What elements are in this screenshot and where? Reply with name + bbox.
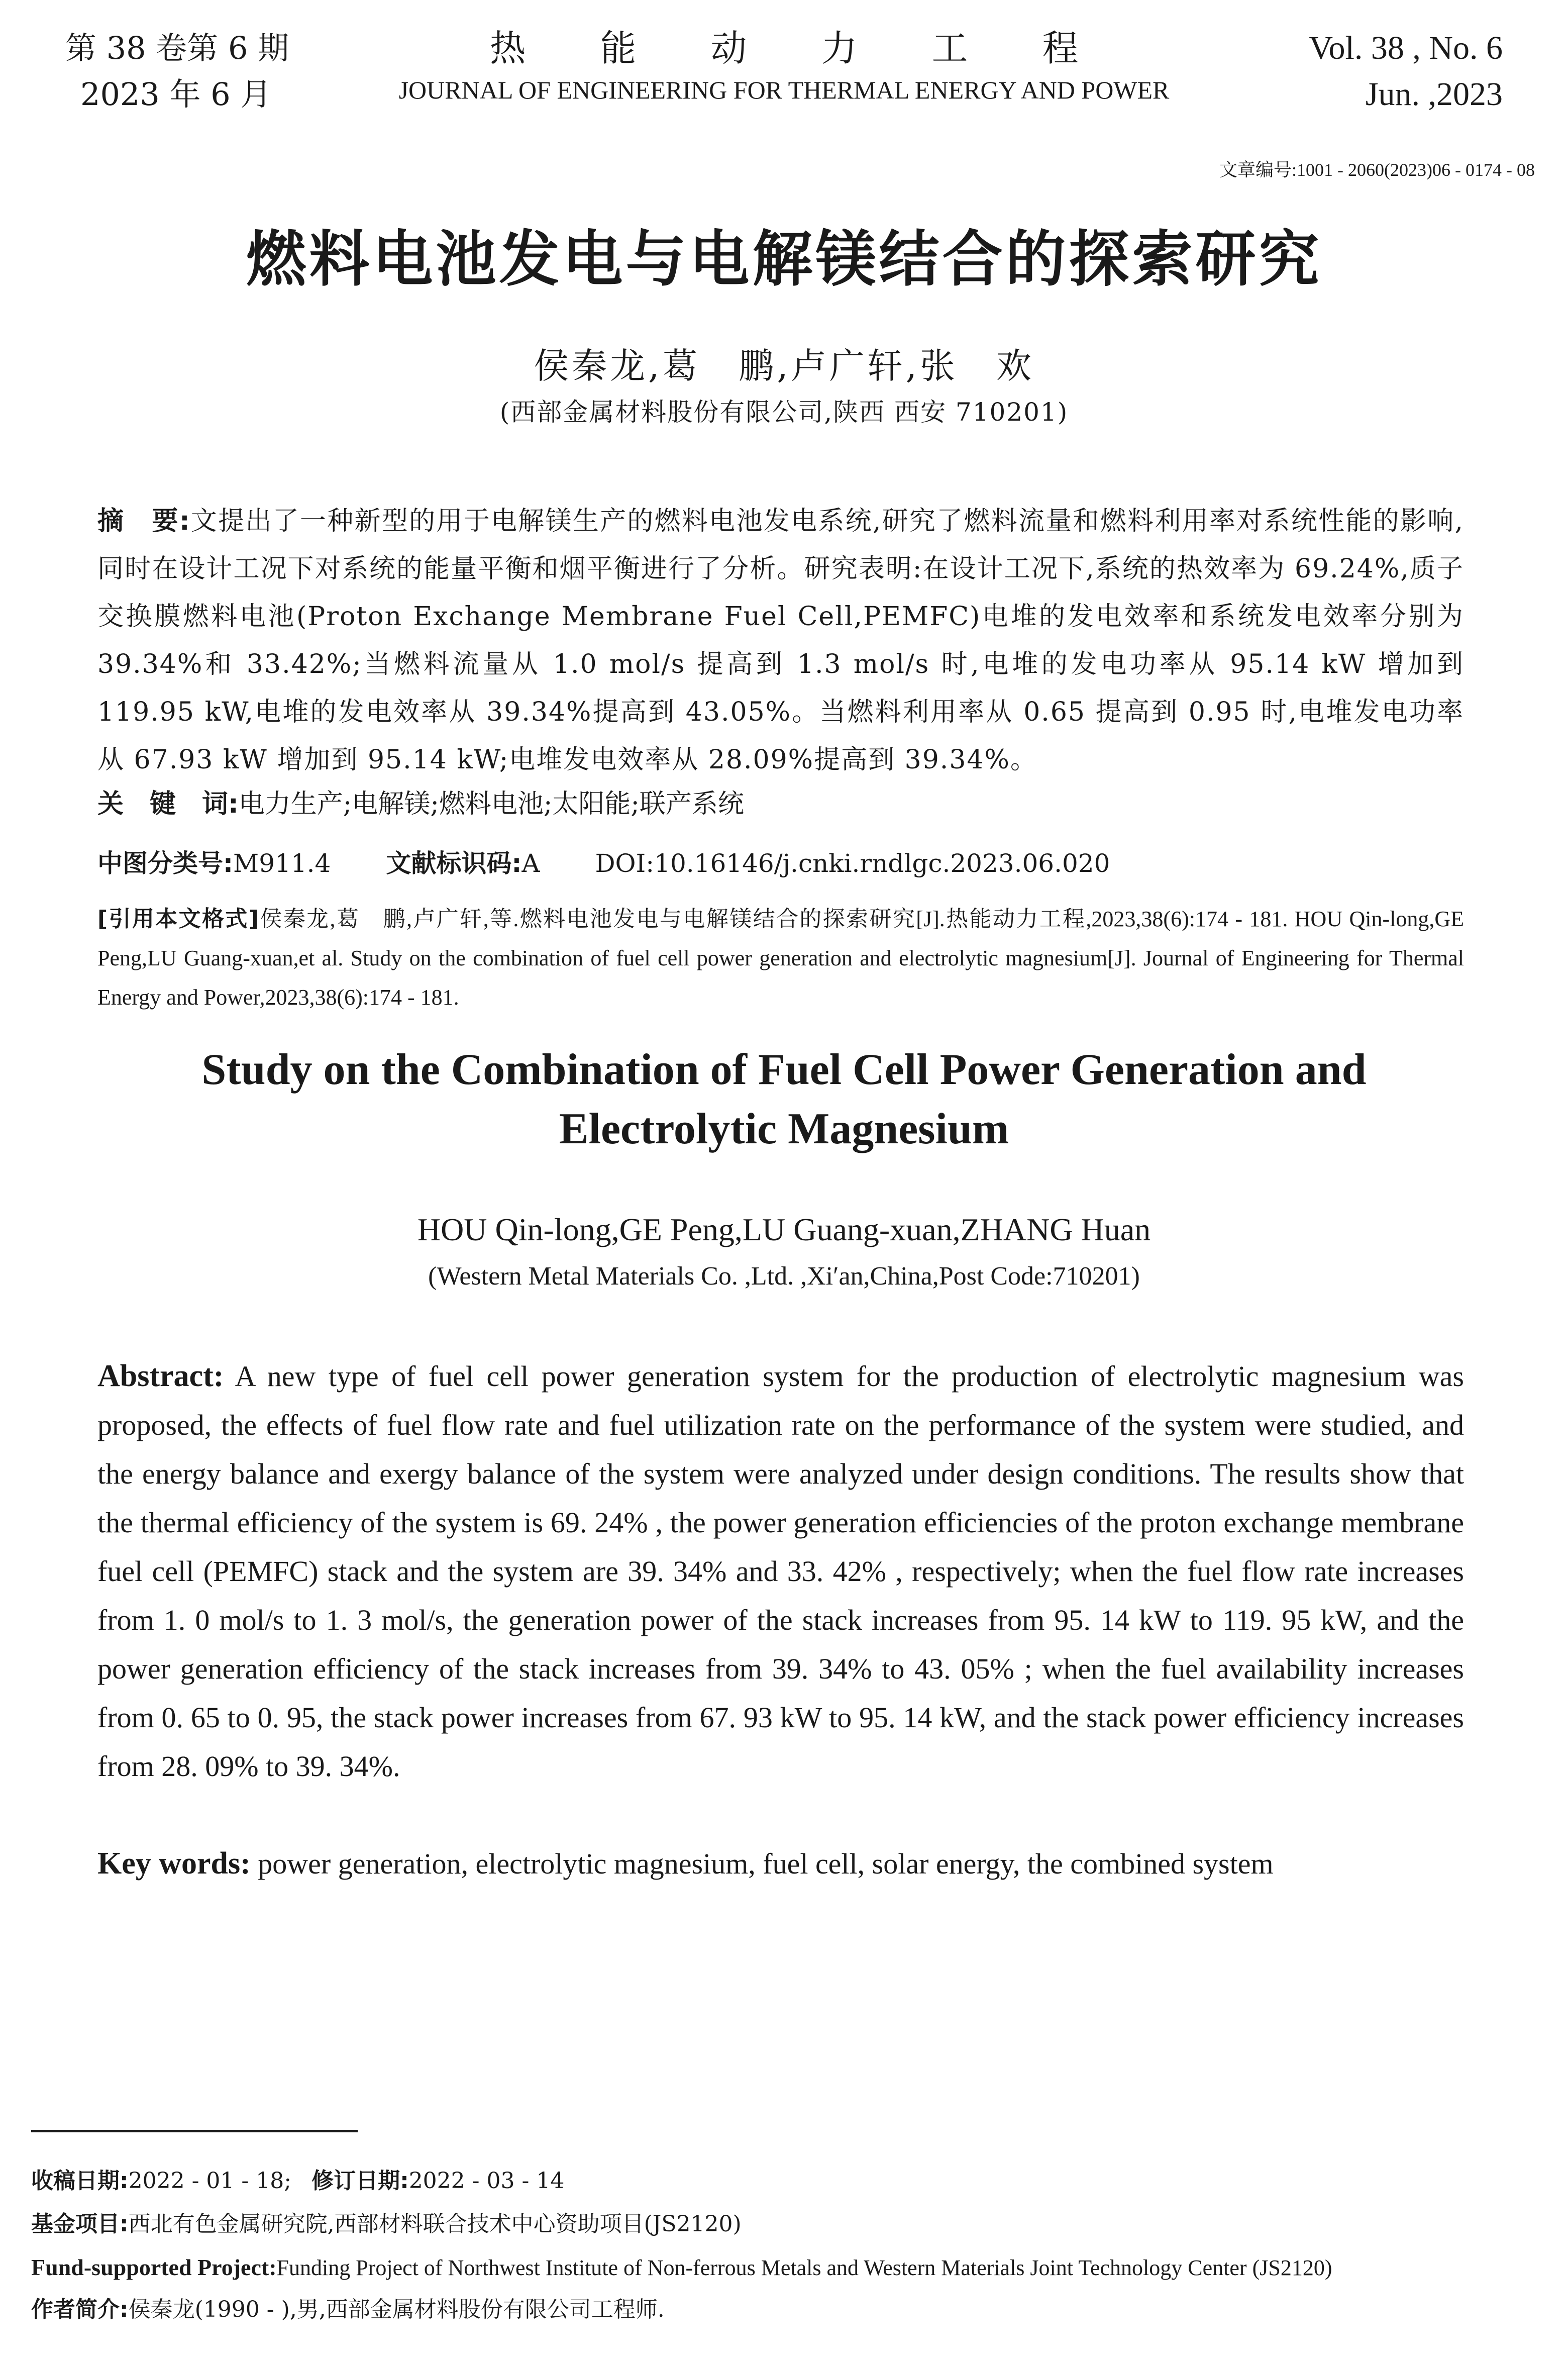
article-number: 文章编号:1001 - 2060(2023)06 - 0174 - 08 (1219, 160, 1535, 180)
citation (97, 900, 1464, 1017)
keywords-en (97, 1839, 1464, 1888)
author-bio-label: 作者简介: (31, 2297, 129, 2322)
fund-cn-value: 西北有色金属研究院,西部材料联合技术中心资助项目(JS2120) (128, 2211, 742, 2237)
header-date-cn: 2023 年 6 月 (80, 76, 272, 113)
page-title-en (0, 1040, 1568, 1159)
received-label: 收稿日期: (31, 2168, 129, 2194)
doc-code-label: 文献标识码: (386, 849, 522, 878)
header-volume-cn: 第 38 卷第 6 期 (65, 30, 289, 66)
clc-value: M911.4 (233, 849, 331, 878)
citation-text: 侯秦龙,葛 鹏,卢广轩,等.燃料电池发电与电解镁结合的探索研究[J].热能动力工程,2023,38(6):174 - 181. HOU Qin-long,GE Peng,LU Guang-xuan,et al. Study on the combination of fuel cell power generation and electrolytic magnesium[J]. Journal of Engineering for Thermal Energy and Power,2023,38(6):174 - 181. (97, 907, 1465, 1010)
classification-line (97, 843, 1464, 883)
abstract-cn-text: 文提出了一种新型的用于电解镁生产的燃料电池发电系统,研究了燃料流量和燃料利用率对系统性能的影响,同时在设计工况下对系统的能量平衡和烟平衡进行了分析。研究表明:在设计工况下,系统的热效率为 69.24%,质子交换膜燃料电池(Proton Exchange Membrane Fuel Cell,PEMFC)电堆的发电效率和系统发电效率分别为 39.34%和 33.42%;当燃料流量从 1.0 mol/s 提高到 1.3 mol/s 时,电堆的发电功率从 95.14 kW 增加到 119.95 kW,电堆的发电效率从 39.34%提高到 43.05%。当燃料利用率从 0.65 提高到 0.95 时,电堆发电功率从 67.93 kW 增加到 95.14 kW;电堆发电效率从 28.09%提高到 39.34%。 (97, 506, 1465, 775)
abstract-cn (97, 498, 1464, 784)
keywords-en-text: power generation, electrolytic magnesium, fuel cell, solar energy, the combined system (250, 1847, 1274, 1880)
journal-name-cn: 热能动力工程 (489, 27, 1153, 69)
authors-cn: 侯秦龙,葛 鹏,卢广轩,张 欢 (534, 345, 1034, 386)
affiliation-en: (Western Metal Materials Co. ,Ltd. ,Xi′an,China,Post Code:710201) (428, 1262, 1140, 1291)
footnote-dates (31, 2164, 1533, 2198)
header-volume-en: Vol. 38 , No. 6 (1309, 30, 1503, 66)
received-value: 2022 - 01 - 18; (128, 2168, 292, 2194)
abstract-en-label: Abstract: (97, 1359, 224, 1393)
header-right (1309, 25, 1503, 118)
keywords-en-label: Key words: (97, 1846, 251, 1881)
doc-code-value: A (521, 849, 540, 878)
clc-label: 中图分类号: (97, 849, 233, 878)
journal-name-en: JOURNAL OF ENGINEERING FOR THERMAL ENERGY AND POWER (398, 76, 1170, 104)
fund-en-label: Fund-supported Project: (31, 2254, 277, 2280)
keywords-cn (97, 784, 1464, 824)
abstract-cn-label: 摘 要: (97, 506, 191, 536)
header-date-en: Jun. ,2023 (1365, 76, 1503, 113)
page-title-cn: 燃料电池发电与电解镁结合的探索研究 (246, 225, 1322, 294)
footnote-fund-cn (31, 2207, 1533, 2241)
keywords-cn-text: 电力生产;电解镁;燃料电池;太阳能;联产系统 (238, 789, 744, 819)
revised-value: 2022 - 03 - 14 (408, 2168, 565, 2194)
author-bio-value: 侯秦龙(1990 - ),男,西部金属材料股份有限公司工程师. (128, 2297, 665, 2322)
authors-en: HOU Qin-long,GE Peng,LU Guang-xuan,ZHANG Huan (417, 1212, 1151, 1247)
footnote-divider (31, 2130, 358, 2132)
revised-label: 修订日期: (311, 2168, 409, 2194)
fund-cn-label: 基金项目: (31, 2211, 129, 2237)
title-en-line1: Study on the Combination of Fuel Cell Power Generation and (201, 1045, 1367, 1094)
abstract-en (97, 1352, 1464, 1791)
footnote-fund-en (31, 2250, 1533, 2285)
doi: DOI:10.16146/j.cnki.rndlgc.2023.06.020 (595, 849, 1110, 878)
title-en-line2: Electrolytic Magnesium (559, 1105, 1009, 1153)
affiliation-cn: (西部金属材料股份有限公司,陕西 西安 710201) (499, 398, 1069, 427)
fund-en-value: Funding Project of Northwest Institute of Non-ferrous Metals and Western Materials Joint Technology Center (JS2120) (276, 2255, 1332, 2280)
citation-label: [引用本文格式] (97, 906, 259, 932)
keywords-cn-label: 关 键 词: (97, 789, 239, 819)
abstract-en-text: A new type of fuel cell power generation system for the production of electrolytic magnesium was proposed, the effects of fuel flow rate and fuel utilization rate on the performance of the system were studied, and the energy balance and exergy balance of the system were analyzed under design conditions. The results show that the thermal efficiency of the system is 69. 24% , the power generation efficiencies of the proton exchange membrane fuel cell (PEMFC) stack and the system are 39. 34% and 33. 42% , respectively; when the fuel flow rate increases from 1. 0 mol/s to 1. 3 mol/s, the generation power of the stack increases from 95. 14 kW to 119. 95 kW, and the power generation efficiency of the stack increases from 39. 34% to 43. 05% ; when the fuel availability increases from 0. 65 to 0. 95, the stack power increases from 67. 93 kW to 95. 14 kW, and the stack power efficiency increases from 28. 09% to 39. 34%. (97, 1360, 1464, 1783)
footnote-author (31, 2293, 1533, 2327)
